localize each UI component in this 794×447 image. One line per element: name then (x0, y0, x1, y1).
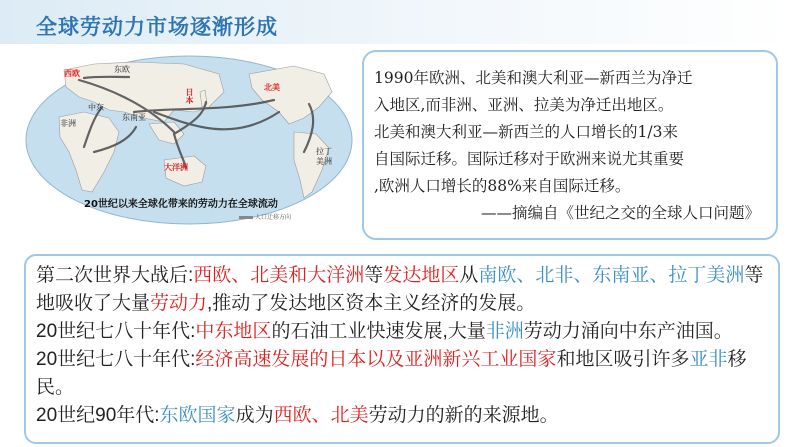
quote-line: 北美和澳大利亚—新西兰的人口增长的1/3来 (374, 123, 678, 141)
map-label-latin-america-1: 拉丁 (316, 147, 332, 156)
quote-box (362, 50, 778, 240)
page-title: 全球劳动力市场逐渐形成 (36, 15, 278, 39)
map-label-africa: 非洲 (60, 119, 76, 128)
quote-line: 入地区,而非洲、亚洲、拉美为净迁出地区。 (374, 96, 674, 114)
highlight-blue: 南欧、北非、东南亚、拉丁美洲 (478, 265, 745, 286)
quote-line: 1990年欧洲、北美和澳大利亚—新西兰为净迁 (374, 69, 693, 87)
map-legend (239, 212, 291, 221)
map-caption: 20世纪以来全球化带来的劳动力在全球流动 (84, 199, 278, 210)
migration-map (24, 52, 354, 225)
text-segment: 移民。 (36, 349, 747, 398)
highlight-red: 西欧、北美 (273, 405, 369, 426)
paragraph-postwar (36, 262, 768, 318)
quote-source: ——摘编自《世纪之交的全球人口问题》 (480, 204, 760, 222)
text-segment: 20世纪七八十年代: (36, 349, 196, 370)
text-segment: 20世纪七八十年代: (36, 321, 196, 342)
text-segment: 等地吸收了大量 (36, 265, 764, 314)
highlight-red: 中东地区 (195, 321, 272, 342)
text-segment: 成为 (235, 405, 274, 426)
highlight-red: 劳动力 (150, 293, 208, 314)
map-label-japan: 日本 (185, 88, 194, 104)
paragraph-1990s (36, 402, 768, 430)
text-segment: 等 (364, 265, 384, 286)
text-segment: 劳动力的新的来源地。 (368, 405, 559, 426)
map-label-western-europe: 西欧 (64, 69, 80, 78)
text-segment: 从 (459, 265, 479, 286)
highlight-red: 发达地区 (383, 265, 460, 286)
map-label-southeast-asia: 东南亚 (122, 113, 146, 122)
map-label-middle-east: 中东 (88, 103, 104, 112)
highlight-red: 经济高速发展的日本以及亚洲新兴工业国家 (195, 349, 557, 370)
text-segment: 的石油工业快速发展,大量 (271, 321, 486, 342)
quote-line: 自国际迁移。国际迁移对于欧洲来说尤其重要 (374, 150, 685, 168)
title-bar (0, 0, 794, 44)
legend-arrow-icon (239, 216, 253, 219)
paragraph-middle-east (36, 318, 768, 346)
map-label-north-america: 北美 (264, 83, 280, 92)
map-label-latin-america-2: 美洲 (316, 157, 332, 166)
text-segment: ,推动了发达地区资本主义经济的发展。 (207, 293, 536, 314)
text-segment: 20世纪90年代: (36, 405, 160, 426)
highlight-red: 西欧、北美和大洋洲 (193, 265, 365, 286)
paragraph-japan-asia (36, 346, 768, 402)
map-legend-label: 人口迁移方向 (255, 214, 292, 221)
text-segment: 劳动力涌向中东产油国。 (523, 321, 733, 342)
map-label-oceania: 大洋洲 (164, 163, 188, 172)
map-label-eastern-europe: 东欧 (114, 65, 130, 74)
highlight-blue: 非洲 (485, 321, 524, 342)
text-segment: 第二次世界大战后: (36, 265, 194, 286)
highlight-blue: 亚非 (689, 349, 728, 370)
quote-line: ,欧洲人口增长的88%来自国际迁移。 (374, 177, 631, 195)
text-segment: 和地区吸引许多 (556, 349, 690, 370)
highlight-blue: 东欧国家 (159, 405, 236, 426)
main-text-box (24, 254, 780, 444)
